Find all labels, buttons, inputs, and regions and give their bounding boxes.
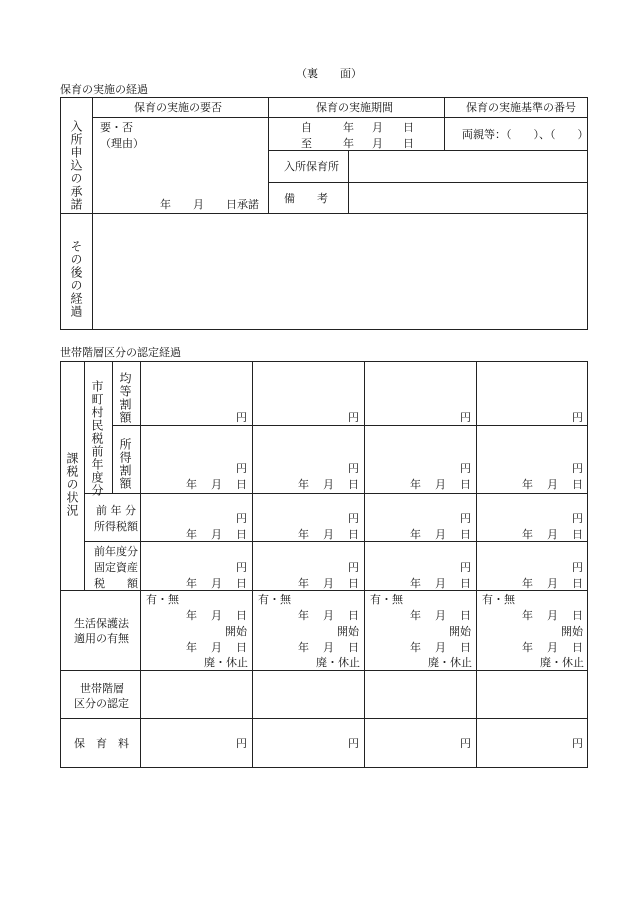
date-month: 月	[323, 641, 334, 654]
yen-prev-income: 円	[348, 512, 359, 525]
approval-date: 年 月 日承諾	[160, 198, 259, 211]
period-from-day: 日	[403, 121, 414, 134]
date-day: 日	[348, 641, 359, 654]
abolish-text: 廃・休止	[204, 656, 248, 669]
header-requirement: 保育の実施の要否	[134, 101, 222, 114]
date-month: 月	[435, 577, 446, 590]
parents-field: 両親等：（ ）、（ ）	[462, 128, 589, 141]
period-from-year: 年	[343, 121, 354, 134]
yen-equal: 円	[236, 411, 247, 424]
row-label-after: その後の経過	[69, 240, 83, 318]
tax-status-label: 課税の状況	[65, 452, 79, 517]
period-from-month: 月	[372, 121, 383, 134]
start-text: 開始	[225, 625, 247, 638]
welfare-label-2: 適用の有無	[74, 632, 129, 645]
date-month: 月	[211, 641, 222, 654]
date-day: 日	[572, 528, 583, 541]
fixed-asset-label-2: 固定資産	[94, 561, 138, 574]
presence-text: 有・無	[146, 593, 179, 606]
date-year: 年	[410, 609, 421, 622]
income-levy-label: 所得割額	[118, 438, 132, 490]
date-year: 年	[186, 641, 197, 654]
header-criteria-number: 保育の実施基準の番号	[466, 101, 576, 114]
yen-equal: 円	[460, 411, 471, 424]
period-to-month: 月	[372, 137, 383, 150]
date-day: 日	[460, 528, 471, 541]
yen-fee: 円	[348, 737, 359, 750]
date-day: 日	[236, 641, 247, 654]
start-text: 開始	[337, 625, 359, 638]
date-day: 日	[348, 577, 359, 590]
date-month: 月	[547, 609, 558, 622]
yen-fee: 円	[460, 737, 471, 750]
reason-text: （理由）	[100, 137, 144, 150]
date-day: 日	[236, 478, 247, 491]
date-day: 日	[572, 478, 583, 491]
date-day: 日	[236, 577, 247, 590]
prev-income-tax-label-2: 所得税額	[94, 520, 138, 533]
household-label-1: 世帯階層	[80, 682, 124, 695]
fixed-asset-label-1: 前年度分	[94, 545, 138, 558]
date-month: 月	[547, 478, 558, 491]
date-month: 月	[547, 577, 558, 590]
remarks-label: 備 考	[284, 192, 328, 205]
date-year: 年	[186, 577, 197, 590]
section2-title: 世帯階層区分の認定経過	[60, 346, 181, 359]
abolish-text: 廃・休止	[540, 656, 584, 669]
date-month: 月	[211, 528, 222, 541]
date-month: 月	[323, 609, 334, 622]
period-to-label: 至	[301, 137, 312, 150]
yen-fixed-asset: 円	[460, 561, 471, 574]
yen-prev-income: 円	[460, 512, 471, 525]
date-year: 年	[410, 577, 421, 590]
header-period: 保育の実施期間	[316, 101, 393, 114]
date-day: 日	[348, 478, 359, 491]
date-year: 年	[186, 528, 197, 541]
date-day: 日	[460, 641, 471, 654]
date-day: 日	[460, 609, 471, 622]
equal-levy-label: 均等割額	[118, 372, 132, 424]
date-day: 日	[236, 609, 247, 622]
page-side-label: （裏 面）	[296, 67, 362, 80]
yes-no-text: 要・否	[100, 121, 133, 134]
yen-fixed-asset: 円	[572, 561, 583, 574]
date-day: 日	[460, 577, 471, 590]
date-day: 日	[460, 478, 471, 491]
date-year: 年	[298, 478, 309, 491]
period-from-label: 自	[301, 121, 312, 134]
start-text: 開始	[561, 625, 583, 638]
presence-text: 有・無	[370, 593, 403, 606]
yen-income: 円	[572, 462, 583, 475]
date-month: 月	[435, 478, 446, 491]
date-month: 月	[547, 528, 558, 541]
fixed-asset-label-3: 税 額	[94, 577, 138, 590]
date-year: 年	[298, 641, 309, 654]
date-day: 日	[572, 641, 583, 654]
section1-title: 保育の実施の経過	[60, 83, 148, 96]
abolish-text: 廃・休止	[428, 656, 472, 669]
facility-label: 入所保育所	[284, 160, 339, 173]
date-day: 日	[348, 609, 359, 622]
start-text: 開始	[449, 625, 471, 638]
period-to-year: 年	[343, 137, 354, 150]
yen-prev-income: 円	[572, 512, 583, 525]
date-month: 月	[211, 577, 222, 590]
date-month: 月	[323, 478, 334, 491]
date-year: 年	[522, 577, 533, 590]
date-month: 月	[435, 609, 446, 622]
date-year: 年	[522, 609, 533, 622]
yen-fixed-asset: 円	[236, 561, 247, 574]
date-year: 年	[186, 609, 197, 622]
date-year: 年	[522, 528, 533, 541]
date-year: 年	[298, 528, 309, 541]
date-year: 年	[410, 528, 421, 541]
municipal-tax-label: 市町村民税前年度分	[90, 380, 104, 497]
date-month: 月	[211, 609, 222, 622]
date-month: 月	[435, 528, 446, 541]
abolish-text: 廃・休止	[316, 656, 360, 669]
yen-equal: 円	[348, 411, 359, 424]
prev-income-tax-label-1: 前 年 分	[96, 504, 136, 517]
yen-income: 円	[348, 462, 359, 475]
date-year: 年	[186, 478, 197, 491]
date-month: 月	[211, 478, 222, 491]
fee-label: 保 育 料	[74, 737, 129, 750]
yen-fixed-asset: 円	[348, 561, 359, 574]
yen-income: 円	[460, 462, 471, 475]
yen-income: 円	[236, 462, 247, 475]
yen-equal: 円	[572, 411, 583, 424]
presence-text: 有・無	[482, 593, 515, 606]
date-year: 年	[522, 478, 533, 491]
date-day: 日	[236, 528, 247, 541]
date-year: 年	[298, 577, 309, 590]
row-label-admission: 入所申込の承諾	[69, 120, 83, 211]
date-day: 日	[572, 609, 583, 622]
period-to-day: 日	[403, 137, 414, 150]
date-day: 日	[572, 577, 583, 590]
date-day: 日	[348, 528, 359, 541]
date-year: 年	[522, 641, 533, 654]
household-label-2: 区分の認定	[74, 697, 129, 710]
date-month: 月	[323, 577, 334, 590]
yen-fee: 円	[572, 737, 583, 750]
date-year: 年	[410, 478, 421, 491]
date-month: 月	[435, 641, 446, 654]
date-month: 月	[547, 641, 558, 654]
date-month: 月	[323, 528, 334, 541]
yen-prev-income: 円	[236, 512, 247, 525]
date-year: 年	[298, 609, 309, 622]
yen-fee: 円	[236, 737, 247, 750]
welfare-label-1: 生活保護法	[74, 617, 129, 630]
date-year: 年	[410, 641, 421, 654]
presence-text: 有・無	[258, 593, 291, 606]
